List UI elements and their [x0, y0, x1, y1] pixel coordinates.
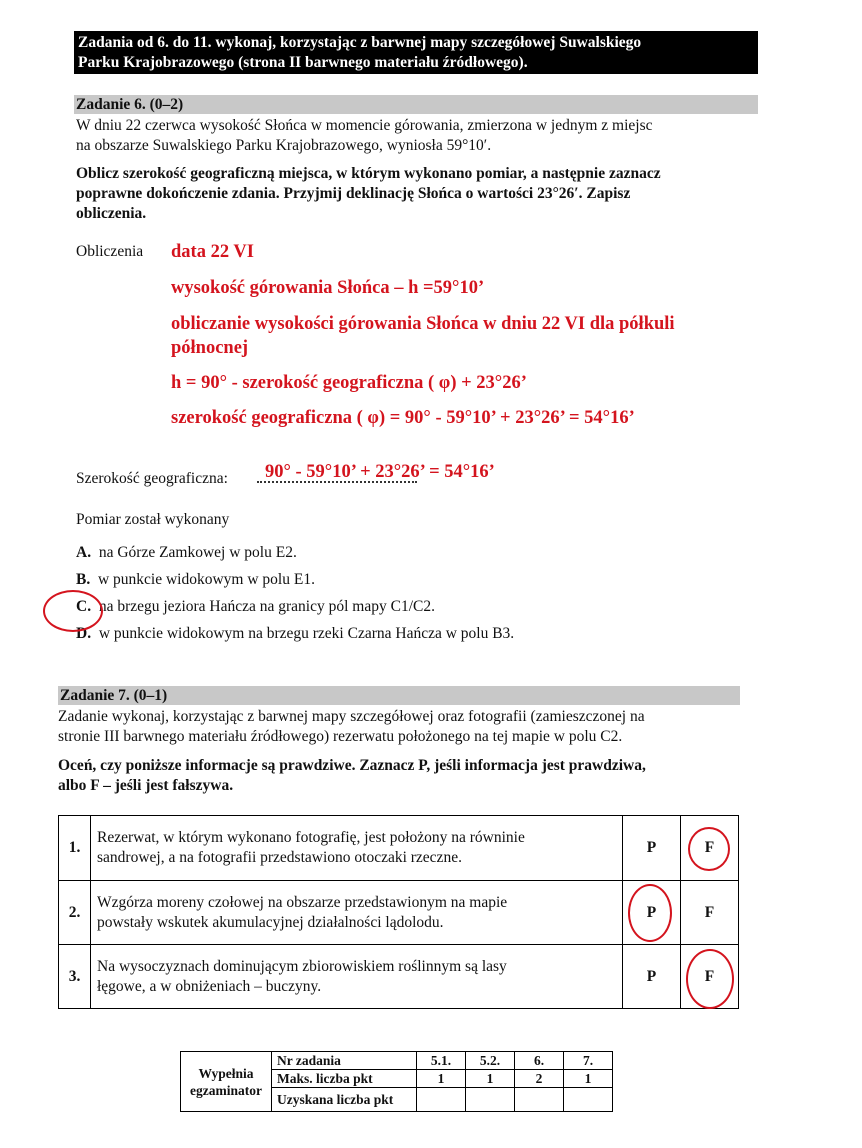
annotation-line-6: szerokość geograficzna ( φ) = 90° - 59°10’ + 23°26’ = 54°16’ [171, 408, 635, 428]
examiner-label-1: Wypełnia [198, 1065, 254, 1081]
answer-f-label: F [704, 967, 715, 985]
instruction-banner [74, 31, 758, 74]
answer-p[interactable] [623, 881, 681, 945]
statement-line: łęgowe, a w obniżeniach – buczyny. [97, 977, 322, 995]
annotation-line-5: h = 90° - szerokość geograficzna ( φ) + 23°26’ [171, 373, 527, 393]
row-max-label: Maks. liczba pkt [272, 1070, 417, 1088]
banner-line-2: Parku Krajobrazowego (strona II barwnego materiału źródłowego). [78, 54, 528, 71]
max-points: 1 [417, 1070, 466, 1088]
answer-f[interactable] [681, 816, 739, 881]
task-number: 5.2. [466, 1052, 515, 1070]
latitude-answer[interactable]: 90° - 59°10’ + 23°26’ = 54°16’ [265, 462, 495, 482]
examiner-table [180, 1051, 613, 1112]
task7-header: Zadanie 7. (0–1) [58, 686, 740, 705]
option-letter: B. [76, 571, 91, 588]
task6-instruction-1: Oblicz szerokość geograficzną miejsca, w którym wykonano pomiar, a następnie zaznacz [76, 165, 661, 182]
task6-instruction-3: obliczenia. [76, 205, 147, 222]
option-d[interactable] [76, 624, 514, 644]
score-cell[interactable] [564, 1088, 613, 1112]
score-cell[interactable] [417, 1088, 466, 1112]
max-points: 1 [466, 1070, 515, 1088]
task7-intro-2: stronie III barwnego materiału źródłowego) rezerwatu położonego na tej mapie w polu C2. [58, 728, 623, 745]
statement [91, 881, 623, 945]
answer-p[interactable] [623, 945, 681, 1009]
option-text: w punkcie widokowym w polu E1. [97, 571, 315, 588]
row-number: 2. [59, 881, 91, 945]
task-number: 7. [564, 1052, 613, 1070]
task6-header: Zadanie 6. (0–2) [74, 95, 758, 114]
option-text: w punkcie widokowym na brzegu rzeki Czarna Hańcza w polu B3. [98, 625, 515, 642]
task6-instruction-2: poprawne dokończenie zdania. Przyjmij deklinację Słońca o wartości 23°26′. Zapisz [76, 185, 631, 202]
answer-f[interactable] [681, 881, 739, 945]
table-row [59, 816, 739, 881]
option-text: na Górze Zamkowej w polu E2. [98, 544, 297, 561]
row-number: 3. [59, 945, 91, 1009]
examiner-label [181, 1052, 272, 1112]
table-row [181, 1052, 613, 1070]
answer-p-label: P [646, 903, 657, 921]
score-cell[interactable] [466, 1088, 515, 1112]
answer-p[interactable] [623, 816, 681, 881]
task-number: 6. [515, 1052, 564, 1070]
row-number: 1. [59, 816, 91, 881]
annotation-line-4: północnej [171, 338, 249, 358]
task7-instruction-2: albo F – jeśli jest fałszywa. [58, 777, 234, 794]
table-row [59, 945, 739, 1009]
answer-f[interactable] [681, 945, 739, 1009]
task7-intro-1: Zadanie wykonaj, korzystając z barwnej mapy szczegółowej oraz fotografii (zamieszczonej na [58, 708, 645, 725]
statement-line: sandrowej, a na fotografii przedstawiono otoczaki rzeczne. [97, 849, 462, 866]
annotation-line-2: wysokość górowania Słońca – h =59°10’ [171, 278, 485, 298]
statement-line: powstały wskutek akumulacyjnej działalności lądolodu. [97, 913, 444, 931]
answer-circle [688, 827, 730, 871]
option-b[interactable] [76, 570, 315, 590]
answer-circle [686, 949, 734, 1009]
option-letter: C. [76, 598, 92, 615]
examiner-label-2: egzaminator [190, 1082, 262, 1098]
score-cell[interactable] [515, 1088, 564, 1112]
task6-intro-2: na obszarze Suwalskiego Parku Krajobrazowego, wyniosła 59°10′. [76, 137, 492, 154]
option-text: na brzegu jeziora Hańcza na granicy pól mapy C1/C2. [98, 598, 435, 615]
true-false-table [58, 815, 739, 1009]
row-task-label: Nr zadania [272, 1052, 417, 1070]
measurement-label: Pomiar został wykonany [76, 511, 230, 528]
row-got-label: Uzyskana liczba pkt [272, 1088, 417, 1112]
annotation-line-1: data 22 VI [171, 242, 254, 262]
max-points: 1 [564, 1070, 613, 1088]
option-c[interactable] [76, 597, 435, 617]
latitude-label: Szerokość geograficzna: [76, 470, 228, 487]
answer-f-label: F [704, 903, 715, 921]
task7-instruction-1: Oceń, czy poniższe informacje są prawdziwe. Zaznacz P, jeśli informacja jest prawdziwa, [58, 757, 646, 774]
statement-line: Wzgórza moreny czołowej na obszarze przedstawionym na mapie [97, 893, 508, 911]
calculations-label: Obliczenia [76, 243, 144, 260]
option-letter: A. [76, 544, 92, 561]
answer-p-label: P [646, 839, 657, 856]
statement-line: Na wysoczyznach dominującym zbiorowiskiem roślinnym są lasy [97, 957, 507, 975]
banner-line-1: Zadania od 6. do 11. wykonaj, korzystając z barwnej mapy szczegółowej Suwalskiego [78, 34, 642, 51]
option-a[interactable] [76, 543, 297, 563]
max-points: 2 [515, 1070, 564, 1088]
answer-f-label: F [704, 839, 715, 856]
answer-p-label: P [646, 967, 657, 985]
task6-intro-1: W dniu 22 czerwca wysokość Słońca w momencie górowania, zmierzona w jednym z miejsc [76, 117, 653, 134]
statement [91, 816, 623, 881]
table-row [59, 881, 739, 945]
annotation-line-3: obliczanie wysokości górowania Słońca w dniu 22 VI dla półkuli [171, 314, 675, 334]
selected-option-circle [43, 590, 103, 632]
statement [91, 945, 623, 1009]
answer-circle [628, 884, 672, 942]
option-letter: D. [76, 625, 92, 642]
statement-line: Rezerwat, w którym wykonano fotografię, jest położony na równinie [97, 829, 525, 846]
task-number: 5.1. [417, 1052, 466, 1070]
